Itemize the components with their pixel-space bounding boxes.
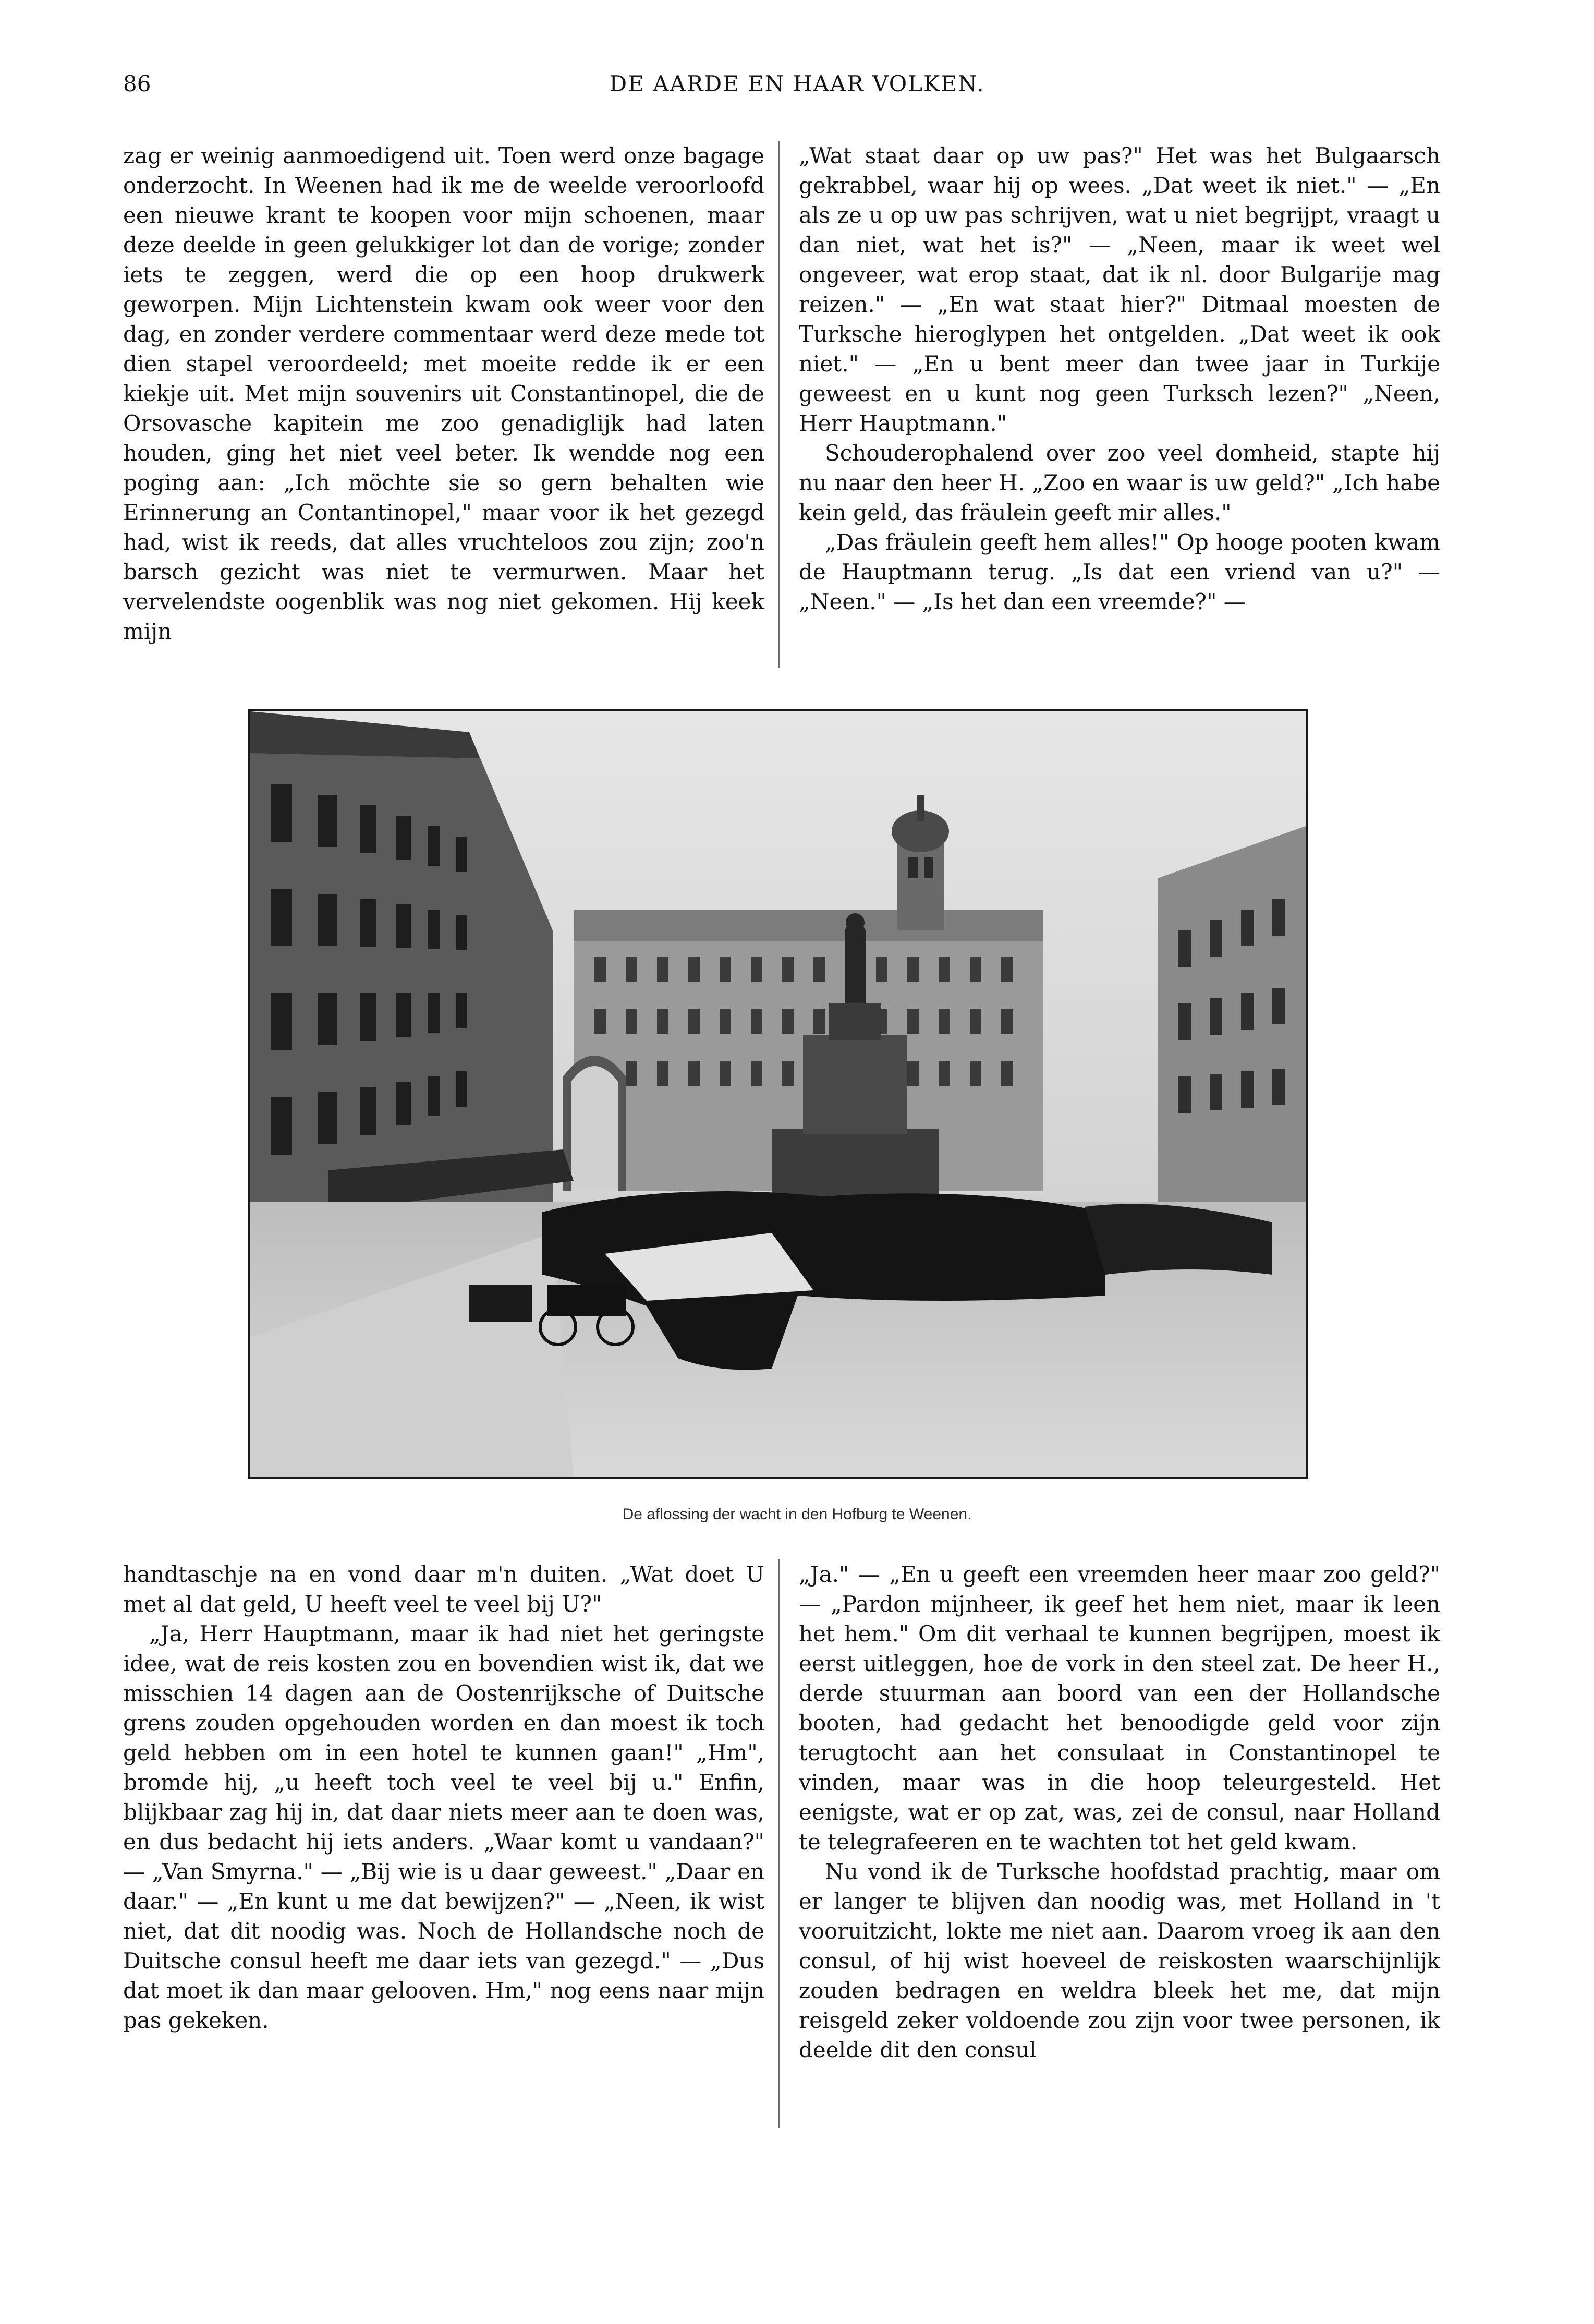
paragraph: „Ja, Herr Hauptmann, maar ik had niet het geringste idee, wat de reis kosten zou en bovendien wist ik, dat we misschien 14 dagen aan de Oostenrijksche of Duitsche grens zouden opgehouden worden en dan moest ik toch geld hebben om in een hotel te kunnen gaan!" „Hm", bromde hij, „u heeft toch veel te veel bij u." Enfin, blijkbaar zag hij in, dat daar niets meer aan te doen was, en dus bedacht hij iets anders. „Waar komt u vandaan?" — „Van Smyrna." — „Bij wie is u daar geweest." „Daar en daar." — „En kunt u me dat bewijzen?" — „Neen, ik wist niet, dat dit noodig was. Noch de Hollandsche noch de Duitsche consul heeft me daar iets van gezegd." — „Dus dat moet ik dan maar gelooven. Hm," nog eens naar mijn pas gekeken. xyxy=(123,1621,764,2033)
photograph-hofburg xyxy=(248,709,1308,1479)
paragraph: Nu vond ik de Turksche hoofdstad prachtig, maar om er langer te blijven dan noodig was, met Holland in 't vooruitzicht, lokte me niet aan. Daarom vroeg ik aan den consul, of hij wist hoeveel de reiskosten waarschijnlijk zouden bedragen en weldra bleek het me, dat mijn reisgeld zeker voldoende zou zijn voor twee personen, ik deelde dit den consul xyxy=(799,1859,1440,2063)
column-top-left xyxy=(123,141,764,646)
column-bottom-left xyxy=(123,1559,764,2035)
running-title: DE AARDE EN HAAR VOLKEN. xyxy=(609,71,985,96)
paragraph: „Wat staat daar op uw pas?" Het was het Bulgaarsch gekrabbel, waar hij op wees. „Dat weet ik niet." — „En als ze u op uw pas schrijven, wat u niet begrijpt, vraagt u dan niet, wat het is?" — „Neen, maar ik weet wel ongeveer, wat erop staat, dat ik nl. door Bulgarije mag reizen." — „En wat staat hier?" Ditmaal moesten de Turksche hieroglypen het ontgelden. „Dat weet ik ook niet." — „En u bent meer dan twee jaar in Turkije geweest en u kunt nog geen Turksch lezen?" „Neen, Herr Hauptmann." xyxy=(799,143,1440,436)
figure-caption: De aflossing der wacht in den Hofburg te Weenen. xyxy=(622,1506,972,1523)
column-top-right xyxy=(799,141,1440,616)
column-divider xyxy=(778,1559,780,2128)
photograph-image xyxy=(250,711,1306,1477)
paragraph: Schouderophalend over zoo veel domheid, stapte hij nu naar den heer H. „Zoo en waar is uw geld?" „Ich habe kein geld, das fräulein geeft mir alles." xyxy=(799,440,1440,525)
paragraph: handtaschje na en vond daar m'n duiten. „Wat doet U met al dat geld, U heeft veel te veel bij U?" xyxy=(123,1562,764,1617)
column-bottom-right xyxy=(799,1559,1440,2065)
column-divider xyxy=(778,141,780,668)
paragraph: „Ja." — „En u geeft een vreemden heer maar zoo geld?" — „Pardon mijnheer, ik geef het hem niet, maar ik leen het hem." Om dit verhaal te kunnen begrijpen, moest ik eerst uitleggen, hoe de vork in den steel zat. De heer H., derde stuurman aan boord van een der Hollandsche booten, had gedacht het benoodigde geld voor zijn terugtocht aan het consulaat in Constantinopel te vinden, maar was in die hoop teleurgesteld. Het eenigste, wat er op zat, was, zei de consul, naar Holland te telegrafeeren en te wachten tot het geld kwam. xyxy=(799,1562,1440,1855)
page-number: 86 xyxy=(123,71,151,96)
paragraph: „Das fräulein geeft hem alles!" Op hooge pooten kwam de Hauptmann terug. „Is dat een vriend van u?" — „Neen." — „Is het dan een vreemde?" — xyxy=(799,529,1440,614)
paragraph: zag er weinig aanmoedigend uit. Toen werd onze bagage onderzocht. In Weenen had ik me de weelde veroorloofd een nieuwe krant te koopen voor mijn schoenen, maar deze deelde in geen gelukkiger lot dan de vorige; zonder iets te zeggen, werd die op een hoop drukwerk geworpen. Mijn Lichtenstein kwam ook weer voor den dag, en zonder verdere commentaar werd deze mede tot dien stapel veroordeeld; met moeite redde ik er een kiekje uit. Met mijn souvenirs uit Constantinopel, die de Orsovasche kapitein me zoo genadiglijk had laten houden, ging het niet veel beter. Ik wendde nog een poging aan: „Ich möchte sie so gern behalten wie Erinnerung an Contantinopel," maar voor ik het gezegd had, wist ik reeds, dat alles vruchteloos zou zijn; zoo'n barsch gezicht was niet te vermurwen. Maar het vervelendste oogenblik was nog niet gekomen. Hij keek mijn xyxy=(123,143,764,644)
